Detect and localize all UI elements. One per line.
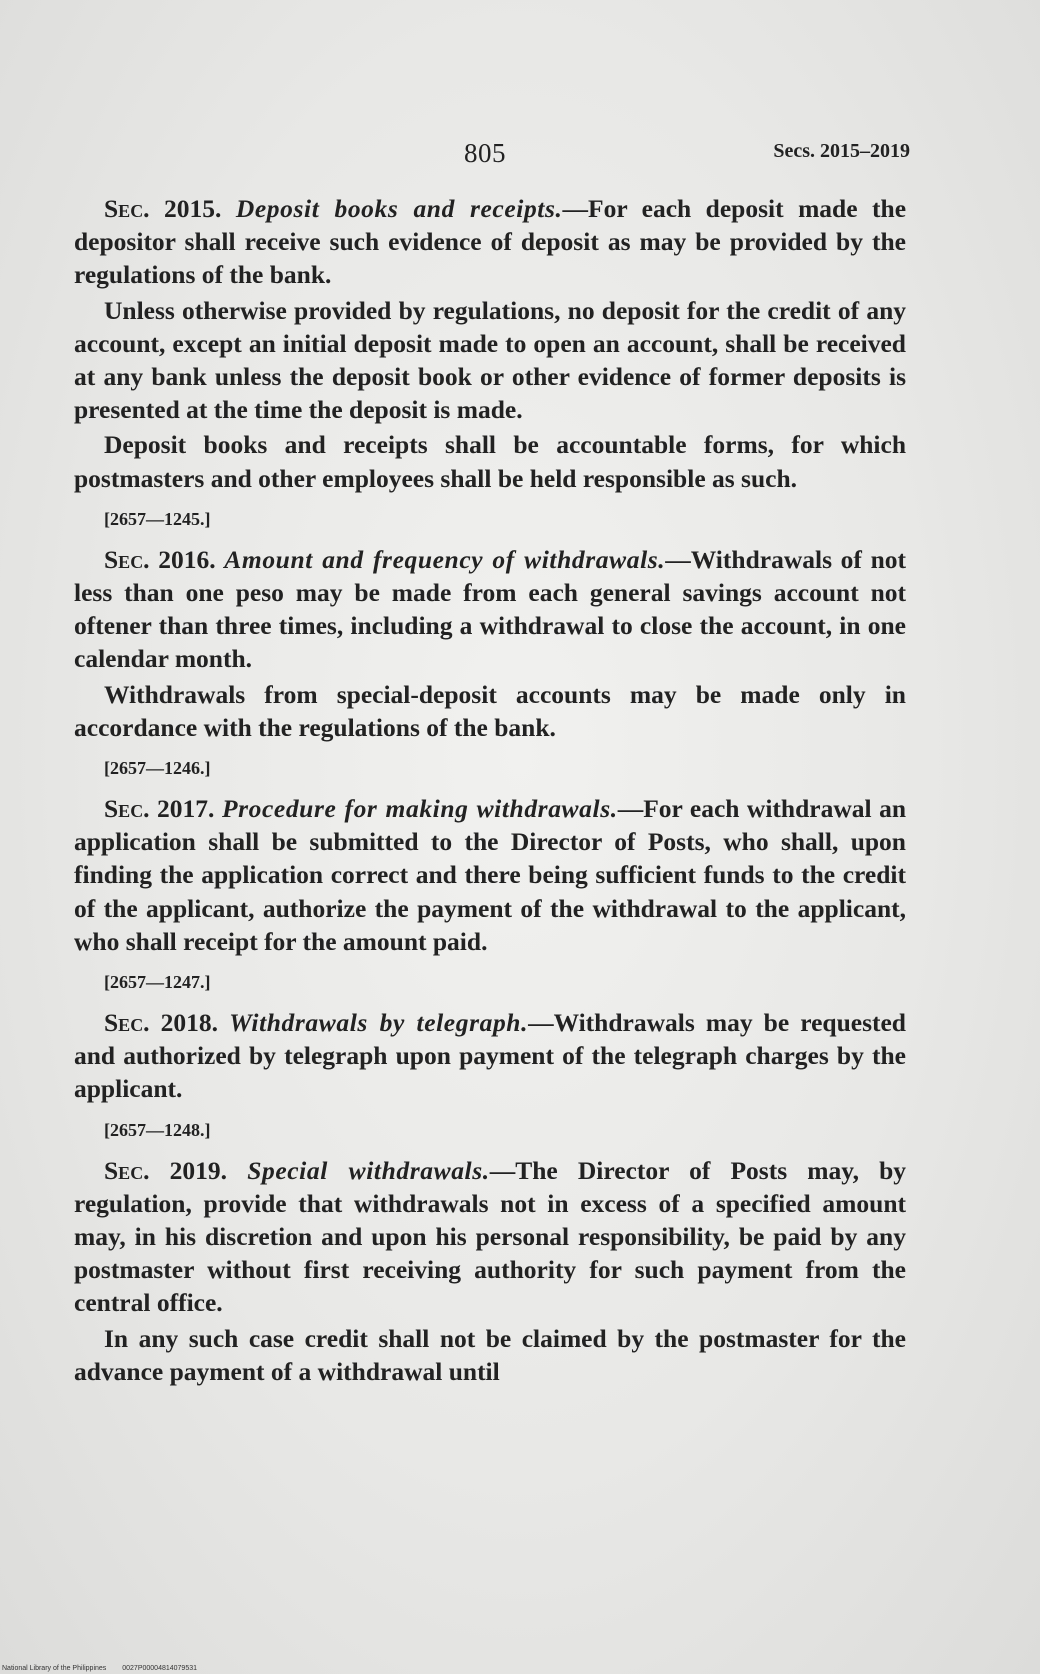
section-citation: [2657—1248.]: [104, 1119, 211, 1140]
section-2016-lead: [74, 543, 906, 676]
section-text: —The Director of Posts may, by regulation, provide that withdrawals not in excess of a specified amount may, in his discretion and upon his personal responsibility, be paid by any postmaster without first receiving authority for such payment from the central office.: [74, 1155, 906, 1318]
section-paragraph: Unless otherwise provided by regulations, no deposit for the credit of any account, except an initial deposit made to open an account, shall be received at any bank unless the deposit book or other evidence of former deposits is presented at the time the deposit is made.: [74, 295, 906, 425]
section-text: —For each withdrawal an application shall be submitted to the Director of Posts, who shall, upon finding the application correct and there being sufficient funds to the credit of the applicant, authorize the payment of the withdrawal to the applicant, who shall receipt for the amount paid.: [74, 794, 907, 956]
section-label: Sec. 2015.: [104, 194, 222, 223]
section-range: Secs. 2015–2019: [773, 140, 910, 162]
section-title: Special withdrawals.: [247, 1155, 490, 1185]
scan-footer: [2, 1665, 211, 1672]
section-paragraph: In any such case credit shall not be claimed by the postmaster for the advance payment of a withdrawal until: [74, 1323, 906, 1386]
section-text: —For each deposit made the depositor shall receive such evidence of deposit as may be provided by the regulations of the bank.: [74, 194, 907, 290]
section-paragraph: Withdrawals from special-deposit accounts may be made only in accordance with the regulations of the bank.: [74, 679, 906, 742]
section-text: —Withdrawals may be requested and authorized by telegraph upon payment of the telegraph charges by the applicant.: [74, 1008, 906, 1104]
library-name: National Library of the Philippines: [2, 1665, 107, 1672]
section-label: Sec. 2018.: [104, 1008, 218, 1038]
section-citation: [2657—1246.]: [104, 758, 211, 779]
section-title: Deposit books and receipts.: [235, 194, 563, 223]
page-header: [74, 138, 910, 178]
section-citation: [2657—1247.]: [104, 972, 211, 993]
section-label: Sec. 2019.: [104, 1155, 228, 1185]
page-body: [74, 192, 906, 1388]
section-citation: [2657—1245.]: [104, 508, 211, 529]
section-2017-lead: [74, 792, 906, 958]
section-2015-lead: [74, 192, 906, 292]
section-label: Sec. 2016.: [104, 544, 216, 574]
section-title: Withdrawals by telegraph.: [229, 1008, 529, 1038]
section-2018-lead: [74, 1006, 906, 1106]
section-title: Procedure for making withdrawals.: [221, 794, 618, 824]
page-number: 805: [464, 138, 506, 168]
section-title: Amount and frequency of withdrawals.: [224, 544, 666, 574]
section-2019-lead: [74, 1154, 906, 1320]
section-text: —Withdrawals of not less than one peso may be made from each general savings account not oftener than three times, including a withdrawal to close the account, in one calendar month.: [74, 544, 906, 674]
section-paragraph: Deposit books and receipts shall be accountable forms, for which postmasters and other employees shall be held responsible as such.: [74, 430, 906, 493]
section-label: Sec. 2017.: [104, 794, 215, 824]
scan-code: 0027P00004814079531: [122, 1665, 197, 1672]
